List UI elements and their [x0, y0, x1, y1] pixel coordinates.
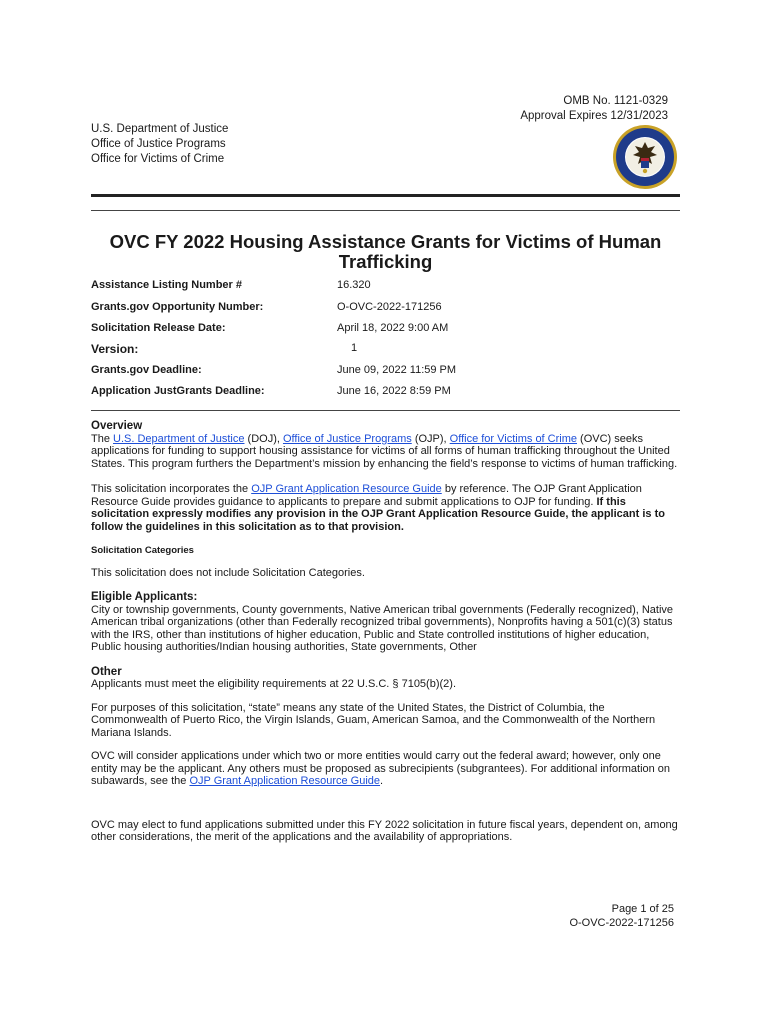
- header-rule-thin: [91, 210, 680, 211]
- resource-guide-link-2[interactable]: OJP Grant Application Resource Guide: [189, 775, 381, 787]
- eligible-text: City or township governments, County governments, Native American tribal governments (Federally recognized), Native American tribal organizations (other than Federally recognized tribal governments), Nonprofits having a 501(c)(3) status with the IRS, other than institutions of higher education, Public and State controlled institutions of higher education, Public housing authorities/Indian housing authorities, State governments, Other: [91, 603, 674, 653]
- agency-line-doj: U.S. Department of Justice: [91, 123, 229, 135]
- meta-value: 16.320: [337, 279, 371, 291]
- meta-label: Application JustGrants Deadline:: [91, 385, 265, 397]
- meta-label: Solicitation Release Date:: [91, 322, 226, 334]
- title-line-2: Trafficking: [338, 251, 433, 272]
- meta-row-opportunity-number: [91, 301, 680, 317]
- agency-line-ojp: Office of Justice Programs: [91, 138, 226, 150]
- resource-guide-bold-note: If this solicitation expressly modifies any provision in the OJP Grant Application Resource Guide, the applicant is to follow the guidelines in this solicitation as to that provision.: [91, 495, 665, 533]
- doj-link[interactable]: U.S. Department of Justice: [113, 432, 245, 445]
- future-funding-paragraph: OVC may elect to fund applications submitted under this FY 2022 solicitation in future fiscal years, dependent on, among other considerations, the merit of the applications and the availability of appropriations.: [91, 818, 678, 843]
- subaward-paragraph: OVC will consider applications under which two or more entities would carry out the federal award; however, only one entity may be the applicant. Any others must be proposed as subrecipients (subgrantees). For additional information on subawards, see the OJP Grant Application Resource Guide.: [91, 750, 671, 787]
- page-number: Page 1 of 25: [611, 903, 674, 915]
- meta-value: June 16, 2022 8:59 PM: [337, 385, 451, 397]
- meta-row-justgrants-deadline: [91, 385, 680, 401]
- meta-label: Version:: [91, 342, 139, 356]
- categories-text: This solicitation does not include Solicitation Categories.: [91, 566, 365, 579]
- other-heading: Other: [91, 665, 122, 678]
- meta-row-assistance-listing: [91, 279, 680, 295]
- document-title: [91, 232, 680, 272]
- omb-block: [520, 94, 668, 124]
- ovc-link[interactable]: Office for Victims of Crime: [449, 432, 577, 445]
- overview-paragraph: The U.S. Department of Justice (DOJ), Office of Justice Programs (OJP), Office for Victims of Crime (OVC) seeks applications for funding to support housing assistance for victims of all forms of human trafficking throughout the United States. This program furthers the Department’s mission by enhancing the field’s response to victims of human trafficking.: [91, 432, 678, 470]
- overview-heading: Overview: [91, 420, 143, 432]
- categories-heading: Solicitation Categories: [91, 545, 194, 556]
- title-line-1: OVC FY 2022 Housing Assistance Grants for Victims of Human: [109, 231, 662, 252]
- agency-block: [91, 122, 228, 167]
- doj-seal-icon: [612, 124, 678, 190]
- section-rule: [91, 410, 680, 411]
- ojp-link[interactable]: Office of Justice Programs: [282, 432, 412, 445]
- header-rule-thick: [91, 194, 680, 197]
- other-requirement: Applicants must meet the eligibility requirements at 22 U.S.C. § 7105(b)(2).: [91, 678, 456, 690]
- meta-label: Grants.gov Opportunity Number:: [91, 301, 264, 313]
- omb-number: OMB No. 1121-0329: [563, 95, 668, 107]
- resource-guide-paragraph: This solicitation incorporates the OJP Grant Application Resource Guide by reference. The OJP Grant Application Resource Guide provides guidance to applicants to prepare and submit applications to OJP for funding. If this solicitation expressly modifies any provision in the OJP Grant Application Resource Guide, the applicant is to follow the guidelines in this solicitation as to that provision.: [91, 483, 665, 533]
- approval-expires: Approval Expires 12/31/2023: [520, 110, 668, 122]
- meta-value: 1: [351, 342, 358, 354]
- footer-opportunity-number: O-OVC-2022-171256: [569, 917, 674, 929]
- document-body: [91, 420, 681, 844]
- meta-value: O-OVC-2022-171256: [337, 301, 442, 313]
- state-definition: For purposes of this solicitation, “state” means any state of the United States, the District of Columbia, the Commonwealth of Puerto Rico, the Virgin Islands, Guam, American Samoa, and the Commonwealth of the Northern Mariana Islands.: [91, 701, 656, 739]
- resource-guide-link[interactable]: OJP Grant Application Resource Guide: [251, 483, 442, 495]
- agency-line-ovc: Office for Victims of Crime: [91, 153, 225, 165]
- meta-label: Assistance Listing Number #: [91, 279, 242, 291]
- meta-value: April 18, 2022 9:00 AM: [337, 322, 449, 334]
- meta-row-grants-gov-deadline: [91, 364, 680, 380]
- meta-value: June 09, 2022 11:59 PM: [337, 364, 457, 376]
- page-footer: [569, 902, 674, 930]
- meta-row-version: [91, 342, 680, 358]
- eligible-heading: Eligible Applicants:: [91, 591, 198, 603]
- meta-label: Grants.gov Deadline:: [91, 364, 202, 376]
- meta-row-release-date: [91, 322, 680, 338]
